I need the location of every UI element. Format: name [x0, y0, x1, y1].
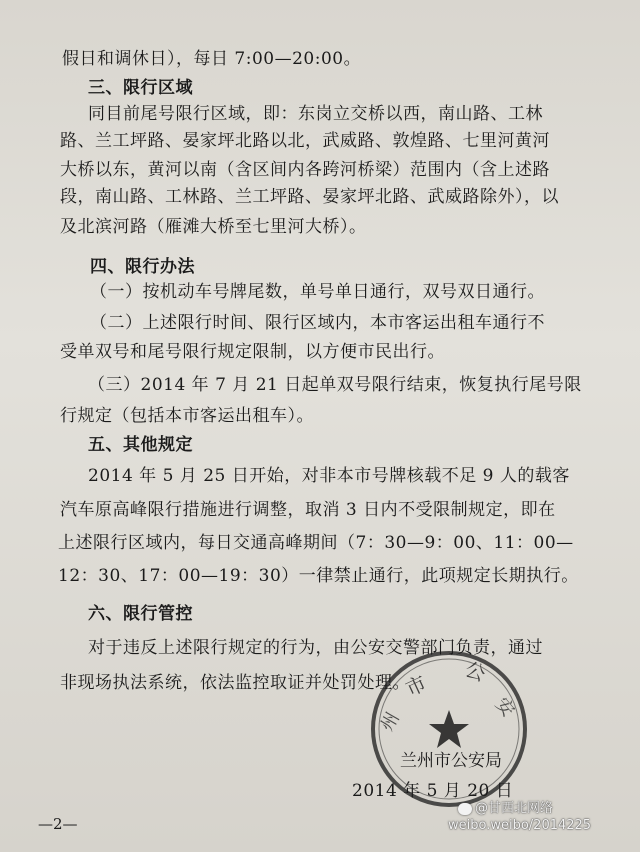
svg-text:安: 安	[490, 693, 519, 722]
watermark-url: weibo.weibo/2014225	[448, 818, 592, 833]
text-line: 假日和调休日），每日 7:00—20:00。	[62, 49, 362, 69]
text-line: 路、兰工坪路、晏家坪北路以北，武威路、敦煌路、七里河黄河	[60, 131, 550, 151]
svg-text:公: 公	[461, 656, 489, 687]
text-line: 12：30、17：00—19：30）一律禁止通行，此项规定长期执行。	[58, 566, 579, 586]
text-line: （三）2014 年 7 月 21 日起单双号限行结束，恢复执行尾号限	[88, 375, 582, 395]
text-line: 及北滨河路（雁滩大桥至七里河大桥）。	[60, 217, 367, 237]
text-line: 2014 年 5 月 25 日开始，对非本市号牌核载不足 9 人的载客	[88, 466, 570, 486]
section-heading: 三、限行区域	[88, 78, 193, 98]
seal-center-text: 兰州市公安局	[400, 751, 502, 771]
text-line: 大桥以东，黄河以南（含区间内各跨河桥梁）范围内（含上述路	[60, 160, 550, 180]
text-line: 上述限行区域内，每日交通高峰期间（7：30—9：00、11：00—	[58, 533, 574, 553]
text-line: 同目前尾号限行区域，即：东岗立交桥以西，南山路、工林	[88, 104, 543, 124]
watermark-handle: @甘西北网络	[475, 801, 554, 816]
weibo-watermark	[448, 800, 592, 834]
text-line: 受单双号和尾号限行规定限制，以方便市民出行。	[60, 342, 445, 362]
text-line: 汽车原高峰限行措施进行调整，取消 3 日内不受限制规定，即在	[60, 500, 556, 520]
page-number: —2—	[38, 815, 78, 833]
document-date: 2014 年 5 月 20 日	[352, 781, 514, 801]
section-heading: 四、限行办法	[90, 257, 195, 277]
svg-text:州: 州	[376, 708, 404, 735]
seal-star-icon	[429, 710, 469, 748]
text-line: 对于违反上述限行规定的行为，由公安交警部门负责，通过	[88, 638, 543, 658]
section-heading: 六、限行管控	[88, 604, 193, 624]
text-line: 行规定（包括本市客运出租车）。	[60, 406, 314, 426]
seal-top-text: 市	[401, 670, 431, 701]
weibo-icon	[458, 803, 472, 815]
text-line: （二）上述限行时间、限行区域内，本市客运出租车通行不	[90, 313, 545, 333]
section-heading: 五、其他规定	[88, 435, 193, 455]
text-line: （一）按机动车号牌尾数，单号单日通行，双号双日通行。	[90, 282, 545, 302]
text-line: 非现场执法系统，依法监控取证并处罚处理。	[60, 673, 410, 693]
text-line: 段，南山路、工林路、兰工坪路、晏家坪北路、武威路除外），以	[60, 187, 559, 207]
